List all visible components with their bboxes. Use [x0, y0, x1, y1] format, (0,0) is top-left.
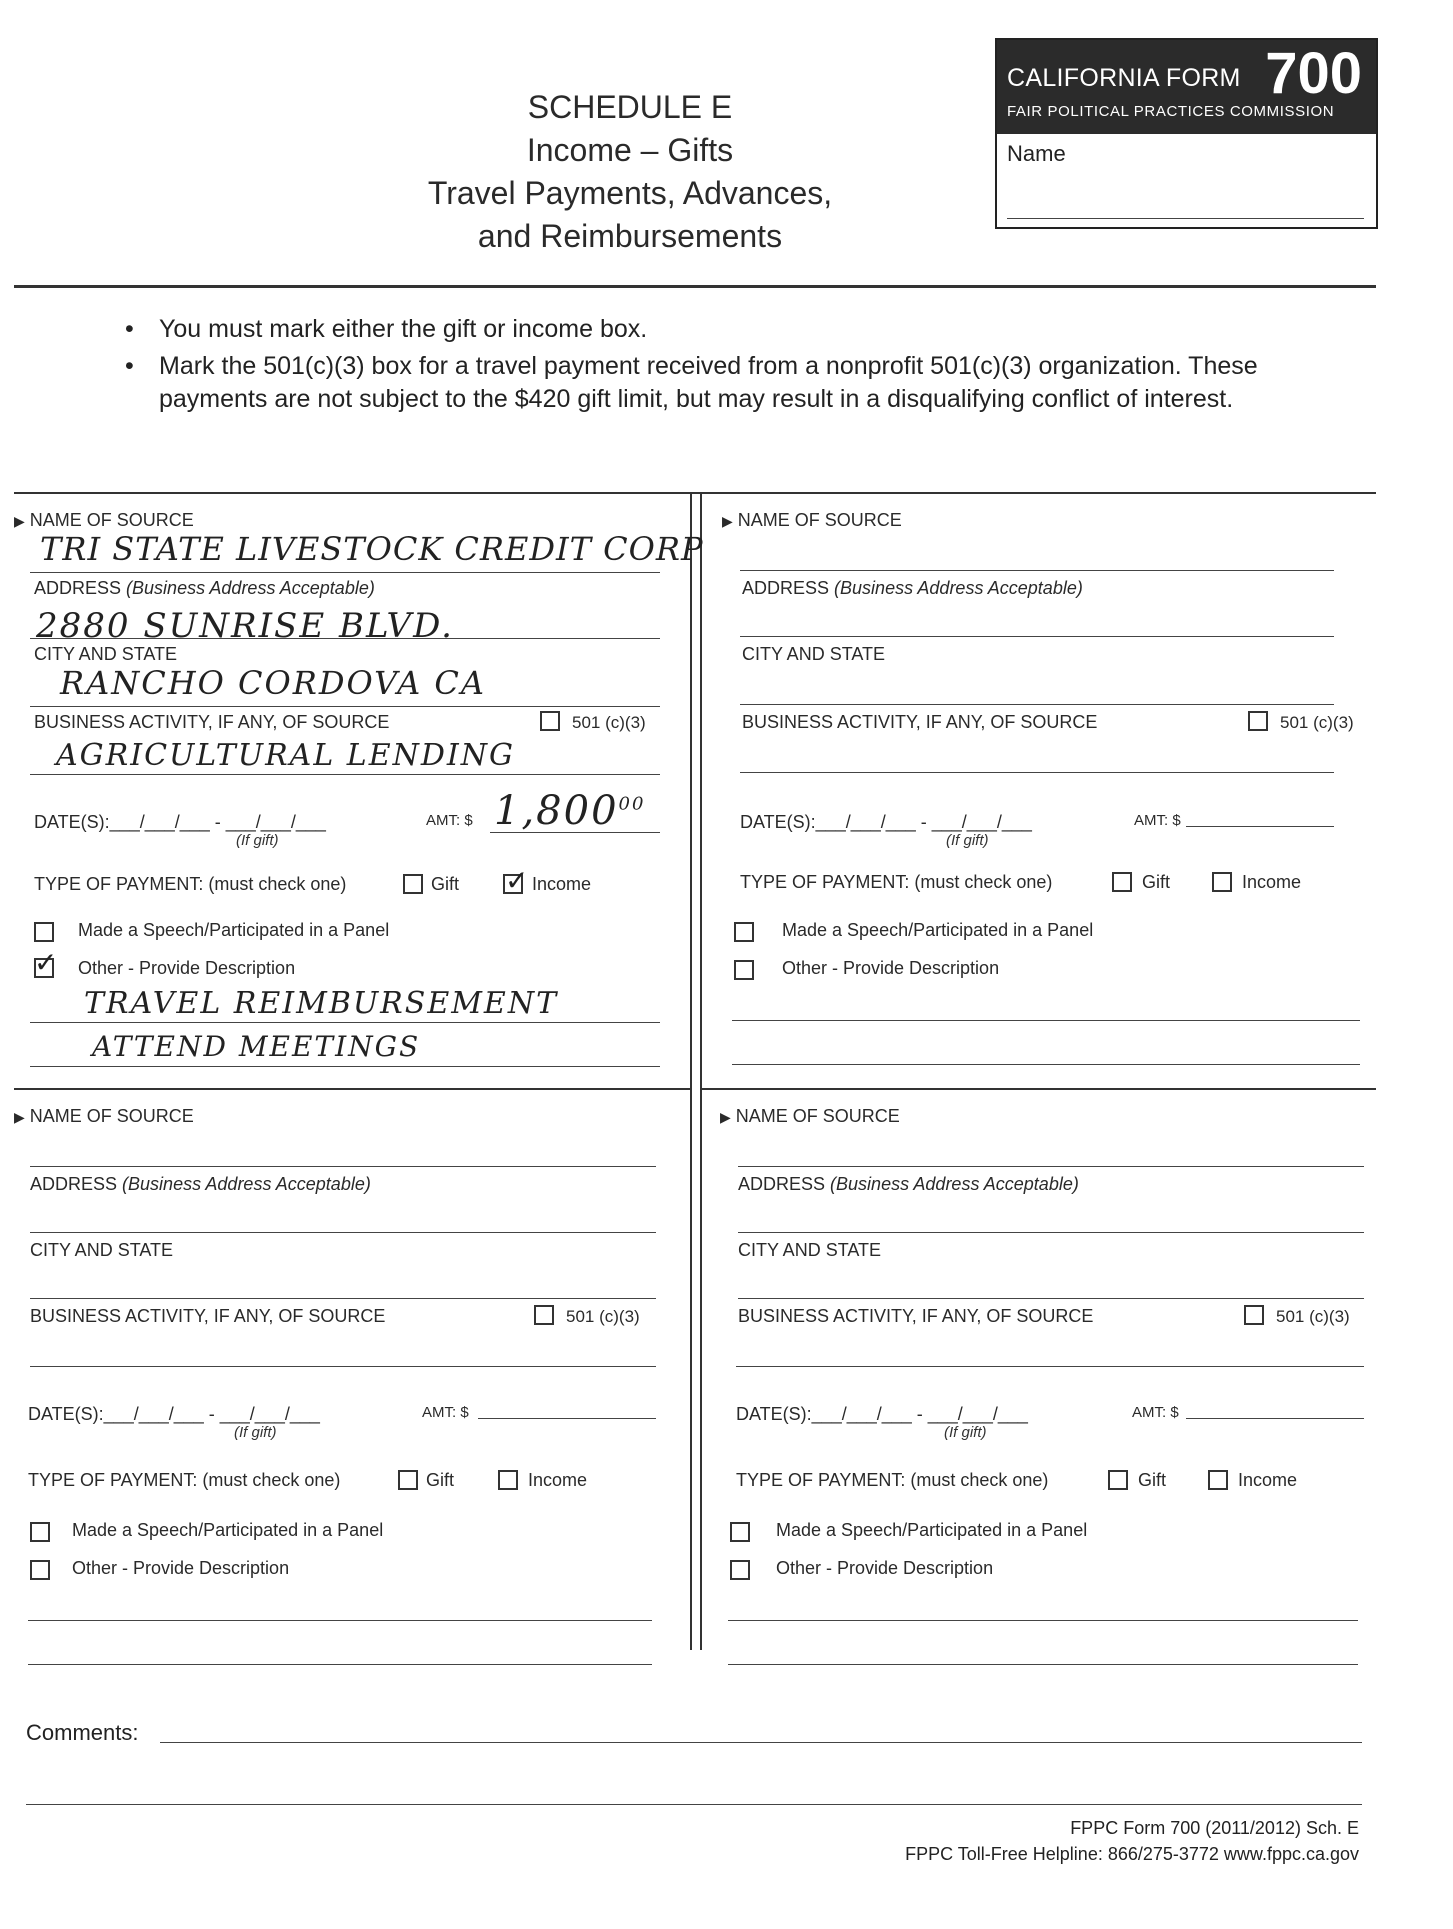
- other-checkbox[interactable]: [730, 1560, 750, 1580]
- c501-label: 501 (c)(3): [1276, 1307, 1350, 1326]
- amt-label: AMT: $: [1132, 1404, 1179, 1421]
- type-of-payment-label: TYPE OF PAYMENT: (must check one): [34, 874, 347, 894]
- if-gift-note: (If gift): [946, 832, 989, 849]
- c501-checkbox[interactable]: [1244, 1305, 1264, 1325]
- dates-field[interactable]: ___/___/___ - ___/___/___: [811, 1404, 1028, 1424]
- business-activity-value[interactable]: AGRICULTURAL LENDING: [56, 738, 515, 773]
- city-state-label: CITY AND STATE: [30, 1240, 174, 1260]
- address-value[interactable]: 2880 SUNRISE BLVD.: [36, 606, 454, 646]
- footer-form-ref: FPPC Form 700 (2011/2012) Sch. E: [1070, 1818, 1359, 1838]
- business-activity-label: BUSINESS ACTIVITY, IF ANY, OF SOURCE: [742, 712, 1098, 732]
- city-state-value[interactable]: RANCHO CORDOVA CA: [60, 664, 486, 702]
- title-line-2: Income – Gifts: [526, 132, 734, 168]
- name-of-source-label: ▶ NAME OF SOURCE: [722, 510, 902, 530]
- c501-label: 501 (c)(3): [566, 1307, 640, 1326]
- if-gift-note: (If gift): [236, 832, 279, 849]
- name-of-source-label: ▶ NAME OF SOURCE: [720, 1106, 900, 1126]
- dates-label: DATE(S):___/___/___ - ___/___/___: [34, 812, 326, 832]
- checkmark-icon: ✓: [505, 865, 529, 896]
- amt-label: AMT: $: [1134, 812, 1181, 829]
- name-underline: [738, 1166, 1364, 1167]
- c501-label: 501 (c)(3): [1280, 713, 1354, 732]
- title-line-1: SCHEDULE E: [527, 89, 733, 125]
- business-underline: [736, 1366, 1364, 1367]
- footer-helpline: FPPC Toll-Free Helpline: 866/275-3772 www.fppc.ca.gov: [905, 1844, 1359, 1864]
- gift-label: Gift: [1138, 1470, 1167, 1490]
- address-underline: [738, 1232, 1364, 1233]
- comments-line-2: [26, 1804, 1362, 1805]
- instruction-2: • Mark the 501(c)(3) box for a travel payment received from a nonprofit 501(c)(3) organization. These payments are not subject to the $420 gift limit, but may result in a disqualifying conflict of interest.: [125, 352, 1258, 413]
- address-label: ADDRESS (Business Address Acceptable): [742, 578, 1083, 598]
- amount-underline: [1186, 1418, 1364, 1419]
- bullet-icon: •: [125, 352, 134, 380]
- type-of-payment-label: TYPE OF PAYMENT: (must check one): [740, 872, 1053, 892]
- name-of-source-label: ▶ NAME OF SOURCE: [14, 1106, 194, 1126]
- bullet-icon: •: [125, 315, 134, 343]
- title-line-3: Travel Payments, Advances,: [427, 175, 833, 211]
- description-underline-2: [728, 1664, 1358, 1665]
- other-label: Other - Provide Description: [776, 1558, 994, 1578]
- if-gift-note: (If gift): [944, 1424, 987, 1441]
- amount-value[interactable]: 1,800$^{00}$: [494, 788, 646, 834]
- other-label: Other - Provide Description: [72, 1558, 290, 1578]
- address-label: ADDRESS (Business Address Acceptable): [738, 1174, 1079, 1194]
- dates-field[interactable]: ___/___/___ - ___/___/___: [109, 812, 326, 832]
- triangle-icon: ▶: [14, 1109, 25, 1125]
- comments-field[interactable]: [160, 1742, 1362, 1743]
- business-activity-label: BUSINESS ACTIVITY, IF ANY, OF SOURCE: [738, 1306, 1094, 1326]
- gift-checkbox[interactable]: [1108, 1470, 1128, 1490]
- business-activity-label: BUSINESS ACTIVITY, IF ANY, OF SOURCE: [34, 712, 390, 732]
- speech-checkbox[interactable]: [730, 1522, 750, 1542]
- business-activity-label: BUSINESS ACTIVITY, IF ANY, OF SOURCE: [30, 1306, 386, 1326]
- name-label: Name: [1007, 141, 1066, 166]
- income-label: Income: [1242, 872, 1302, 892]
- if-gift-note: (If gift): [234, 1424, 277, 1441]
- source-name-value[interactable]: TRI STATE LIVESTOCK CREDIT CORP: [40, 530, 704, 568]
- city-state-label: CITY AND STATE: [742, 644, 886, 664]
- dates-field[interactable]: ___/___/___ - ___/___/___: [103, 1404, 320, 1424]
- type-of-payment-label: TYPE OF PAYMENT: (must check one): [28, 1470, 341, 1490]
- gift-label: Gift: [426, 1470, 455, 1490]
- dates-label: DATE(S):___/___/___ - ___/___/___: [736, 1404, 1028, 1424]
- dates-field[interactable]: ___/___/___ - ___/___/___: [815, 812, 1032, 832]
- form-label: CALIFORNIA FORM: [1007, 64, 1241, 92]
- dates-label: DATE(S):___/___/___ - ___/___/___: [28, 1404, 320, 1424]
- amt-label: AMT: $: [426, 812, 473, 829]
- type-of-payment-label: TYPE OF PAYMENT: (must check one): [736, 1470, 1049, 1490]
- name-of-source-label: ▶ NAME OF SOURCE: [14, 510, 194, 530]
- other-label: Other - Provide Description: [78, 958, 296, 978]
- triangle-icon: ▶: [720, 1109, 731, 1125]
- triangle-icon: ▶: [722, 513, 733, 529]
- income-checkbox[interactable]: [1208, 1470, 1228, 1490]
- city-state-label: CITY AND STATE: [34, 644, 178, 664]
- address-label: ADDRESS (Business Address Acceptable): [34, 578, 375, 598]
- speech-label: Made a Speech/Participated in a Panel: [776, 1520, 1088, 1540]
- income-label: Income: [528, 1470, 588, 1490]
- title-line-4: and Reimbursements: [477, 218, 783, 254]
- speech-label: Made a Speech/Participated in a Panel: [782, 920, 1094, 940]
- speech-label: Made a Speech/Participated in a Panel: [72, 1520, 384, 1540]
- speech-label: Made a Speech/Participated in a Panel: [78, 920, 390, 940]
- commission-name: FAIR POLITICAL PRACTICES COMMISSION: [1007, 103, 1335, 120]
- dates-label: DATE(S):___/___/___ - ___/___/___: [740, 812, 1032, 832]
- description-line-1[interactable]: TRAVEL REIMBURSEMENT: [84, 986, 559, 1021]
- description-underline-1: [728, 1620, 1358, 1621]
- triangle-icon: ▶: [14, 513, 25, 529]
- comments-label: Comments:: [26, 1720, 139, 1745]
- gift-label: Gift: [1142, 872, 1171, 892]
- form-number: 700: [1265, 41, 1362, 106]
- city-underline: [738, 1298, 1364, 1299]
- amt-label: AMT: $: [422, 1404, 469, 1421]
- instruction-1: • You must mark either the gift or income box.: [125, 313, 1305, 346]
- c501-label: 501 (c)(3): [572, 713, 646, 732]
- city-state-label: CITY AND STATE: [738, 1240, 882, 1260]
- gift-label: Gift: [431, 874, 460, 894]
- address-label: ADDRESS (Business Address Acceptable): [30, 1174, 371, 1194]
- income-label: Income: [1238, 1470, 1298, 1490]
- income-label: Income: [532, 874, 592, 894]
- checkmark-icon: ✓: [34, 947, 58, 978]
- other-label: Other - Provide Description: [782, 958, 1000, 978]
- description-line-2[interactable]: ATTEND MEETINGS: [92, 1030, 421, 1063]
